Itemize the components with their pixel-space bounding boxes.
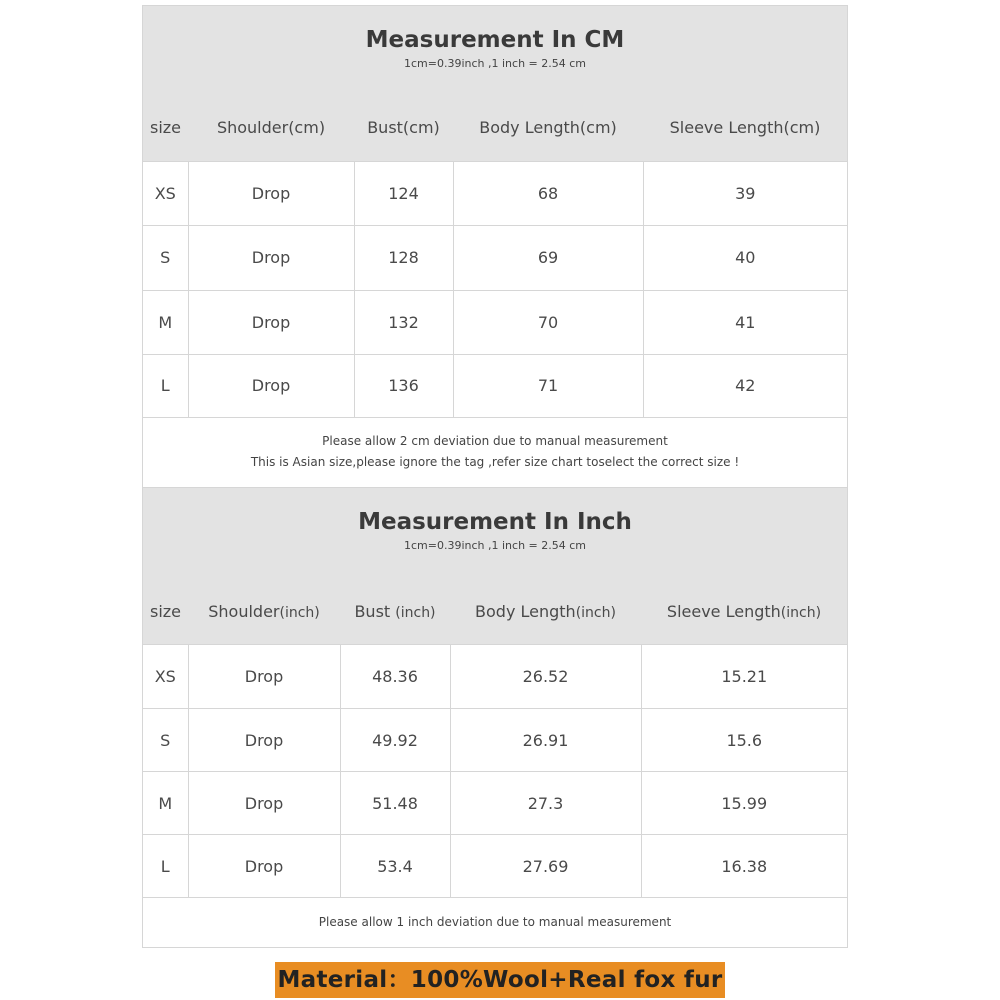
bust-cell: 132 xyxy=(354,290,453,354)
material-banner xyxy=(0,962,1000,998)
bust-cell: 49.92 xyxy=(340,709,450,772)
asian-size-note: This is Asian size,please ignore the tag ,refer size chart toselect the correct size ! xyxy=(250,454,740,469)
cm-deviation-note: Please allow 2 cm deviation due to manual measurement xyxy=(322,433,668,448)
bust-cell: 48.36 xyxy=(340,645,450,709)
bust-cell: 124 xyxy=(354,161,453,225)
size-chart xyxy=(142,5,848,948)
bust-cell: 128 xyxy=(354,225,453,290)
material-label: Material：100%Wool+Real fox fur xyxy=(275,962,724,998)
shoulder-cell: Drop xyxy=(188,290,354,354)
body-length-cell: 27.3 xyxy=(450,772,641,835)
cm-header-body-length: Body Length(cm) xyxy=(453,95,643,161)
shoulder-cell: Drop xyxy=(188,709,340,772)
body-length-cell: 68 xyxy=(453,161,643,225)
size-cell: XS xyxy=(143,161,188,225)
inch-notes xyxy=(143,898,847,947)
cm-table xyxy=(143,95,847,418)
shoulder-cell: Drop xyxy=(188,161,354,225)
inch-header-shoulder: Shoulder(inch) xyxy=(188,580,340,645)
sleeve-length-cell: 15.99 xyxy=(641,772,847,835)
table-row xyxy=(143,645,847,709)
sleeve-length-cell: 39 xyxy=(643,161,847,225)
bust-cell: 51.48 xyxy=(340,772,450,835)
body-length-cell: 27.69 xyxy=(450,835,641,898)
shoulder-cell: Drop xyxy=(188,772,340,835)
shoulder-cell: Drop xyxy=(188,354,354,417)
size-cell: L xyxy=(143,835,188,898)
inch-header-bust: Bust (inch) xyxy=(340,580,450,645)
body-length-cell: 26.91 xyxy=(450,709,641,772)
size-cell: XS xyxy=(143,645,188,709)
size-cell: M xyxy=(143,290,188,354)
inch-table xyxy=(143,580,847,899)
body-length-cell: 69 xyxy=(453,225,643,290)
table-row xyxy=(143,835,847,898)
sleeve-length-cell: 15.21 xyxy=(641,645,847,709)
cm-section-title: Measurement In CM xyxy=(365,27,625,53)
sleeve-length-cell: 15.6 xyxy=(641,709,847,772)
cm-conversion-note: 1cm=0.39inch ,1 inch = 2.54 cm xyxy=(403,57,586,70)
size-cell: S xyxy=(143,709,188,772)
cm-header-bust: Bust(cm) xyxy=(354,95,453,161)
shoulder-cell: Drop xyxy=(188,225,354,290)
inch-section-header xyxy=(143,488,847,580)
sleeve-length-cell: 41 xyxy=(643,290,847,354)
body-length-cell: 71 xyxy=(453,354,643,417)
bust-cell: 136 xyxy=(354,354,453,417)
shoulder-cell: Drop xyxy=(188,645,340,709)
table-row xyxy=(143,225,847,290)
bust-cell: 53.4 xyxy=(340,835,450,898)
size-cell: M xyxy=(143,772,188,835)
table-row xyxy=(143,772,847,835)
sleeve-length-cell: 40 xyxy=(643,225,847,290)
inch-header-size: size xyxy=(143,580,188,645)
inch-header-sleeve-length: Sleeve Length(inch) xyxy=(641,580,847,645)
body-length-cell: 26.52 xyxy=(450,645,641,709)
table-row xyxy=(143,290,847,354)
size-cell: S xyxy=(143,225,188,290)
table-row xyxy=(143,161,847,225)
cm-section-header xyxy=(143,6,847,95)
inch-header-row xyxy=(143,580,847,645)
body-length-cell: 70 xyxy=(453,290,643,354)
sleeve-length-cell: 42 xyxy=(643,354,847,417)
table-row xyxy=(143,354,847,417)
cm-header-shoulder: Shoulder(cm) xyxy=(188,95,354,161)
inch-header-body-length: Body Length(inch) xyxy=(450,580,641,645)
table-row xyxy=(143,709,847,772)
cm-header-row xyxy=(143,95,847,161)
cm-header-size: size xyxy=(143,95,188,161)
inch-deviation-note: Please allow 1 inch deviation due to manual measurement xyxy=(318,915,672,929)
size-cell: L xyxy=(143,354,188,417)
shoulder-cell: Drop xyxy=(188,835,340,898)
cm-notes xyxy=(143,418,847,488)
sleeve-length-cell: 16.38 xyxy=(641,835,847,898)
inch-conversion-note: 1cm=0.39inch ,1 inch = 2.54 cm xyxy=(403,538,586,552)
cm-header-sleeve-length: Sleeve Length(cm) xyxy=(643,95,847,161)
inch-section-title: Measurement In Inch xyxy=(358,508,632,535)
